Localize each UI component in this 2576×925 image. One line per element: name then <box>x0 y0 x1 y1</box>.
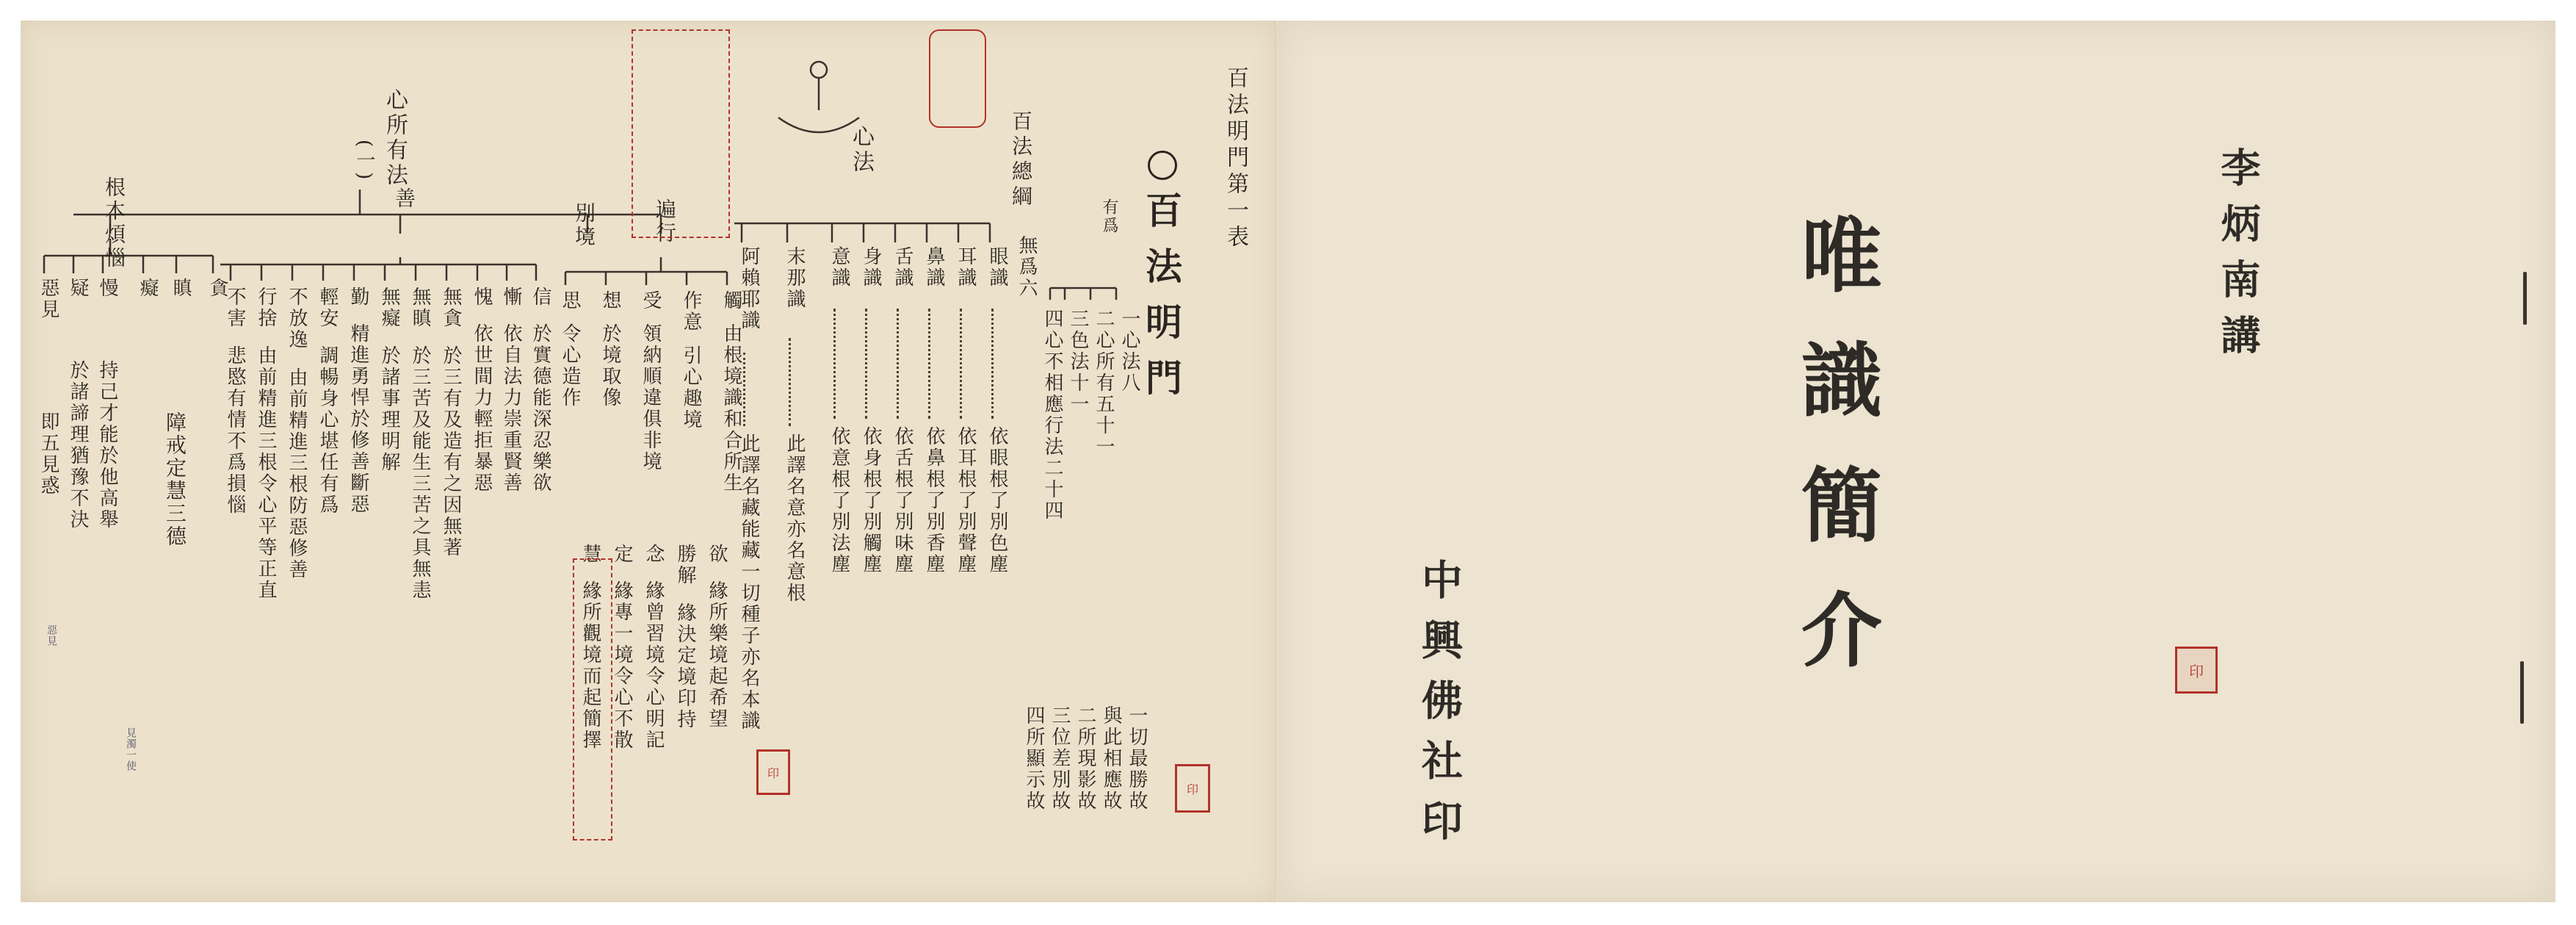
consciousness-name: 舌識 <box>891 246 913 289</box>
category-label: 四心不相應行法二十四 <box>1041 309 1063 522</box>
leader-dots <box>789 338 791 426</box>
mind-dharmas-heading: 心法 <box>848 125 874 175</box>
factor-name: 作意 <box>680 290 702 333</box>
root-afflictions-heading: 根本煩惱 <box>102 176 126 270</box>
factor-def: 由前精進三根防惡修善 <box>286 367 308 580</box>
factor-def: 悲愍有情不爲損惱 <box>224 345 246 516</box>
mental-factors-heading: 心所有法 <box>382 88 408 188</box>
chart-subtitle: 百法總綱 <box>1009 110 1033 210</box>
leader-dots <box>960 309 962 419</box>
red-seal-stamp: 印 <box>1175 764 1210 813</box>
affliction-name: 慢 <box>96 278 118 299</box>
factor-name: 定 <box>611 544 633 565</box>
category-note: 二所現影故 <box>1074 705 1096 812</box>
factor-name: 慚 <box>500 287 522 308</box>
affliction-def: 即五見惑 <box>37 411 59 497</box>
factor-def: 於諸事理明解 <box>378 345 400 473</box>
factor-name: 念 <box>643 544 665 565</box>
leader-dots <box>991 309 994 419</box>
margin-note: 惡見 <box>46 625 57 647</box>
consciousness-def: 依眼根了別色塵 <box>986 426 1008 575</box>
factor-def: 由前精進三根令心平等正直 <box>255 345 277 601</box>
factor-name: 無瞋 <box>409 287 431 329</box>
category-label: 一心法八 <box>1118 309 1140 394</box>
factor-def: 緣所樂境起希望 <box>706 580 728 730</box>
affliction-name: 惡見 <box>37 278 59 320</box>
factor-def: 領納順違俱非境 <box>640 323 662 472</box>
consciousness-name: 耳識 <box>955 246 977 289</box>
factor-def: 令心造作 <box>559 323 581 408</box>
factor-name: 愧 <box>471 287 493 308</box>
factor-name: 信 <box>529 287 551 308</box>
cover-author: 李炳南講 <box>2215 147 2262 370</box>
factor-name: 勤 <box>347 287 369 308</box>
affliction-name: 貪 <box>206 278 228 299</box>
factor-name: 不害 <box>224 287 246 329</box>
mental-factors-marker: (一) <box>353 140 375 183</box>
universal-heading: 遍行 <box>653 198 677 245</box>
factor-name: 無癡 <box>378 287 400 329</box>
factor-def: 緣決定境印持 <box>674 602 696 730</box>
cover-title: 唯識簡介 <box>1788 213 1883 713</box>
factor-name: 勝解 <box>674 544 696 586</box>
consciousness-def: 依意根了別法塵 <box>828 426 850 575</box>
margin-note: 見濁一使 <box>125 727 137 771</box>
category-note: 四所顯示故 <box>1023 705 1045 812</box>
chart-heading: 百法明門第一表 <box>1223 66 1248 251</box>
consciousness-def: 依舌根了別味塵 <box>891 426 913 575</box>
consciousness-name: 意識 <box>828 246 850 289</box>
consciousness-def: 依鼻根了別香塵 <box>923 426 945 575</box>
affliction-name: 疑 <box>67 278 89 299</box>
consciousness-def: 此譯名藏能藏一切種子亦名本識 <box>738 433 760 732</box>
factor-def: 依自法力崇重賢善 <box>500 323 522 494</box>
factor-def: 緣曾習境令心明記 <box>643 580 665 751</box>
affliction-def: 持己才能於他高舉 <box>96 360 118 530</box>
factor-name: 慧 <box>579 544 601 565</box>
afflictions-note: 障戒定慧三德 <box>163 411 187 548</box>
consciousness-def: 此譯名意亦名意根 <box>784 433 806 604</box>
consciousness-name: 末那識 <box>784 246 806 310</box>
bullet-circle-icon <box>1148 151 1177 180</box>
red-seal-stamp: 印 <box>756 749 790 795</box>
affliction-def: 於諸諦理猶豫不決 <box>67 360 89 530</box>
chart-main-title: 百法明門 <box>1140 191 1183 414</box>
category-label: 無爲六 <box>1016 235 1038 299</box>
group-label: 有爲 <box>1100 198 1118 235</box>
red-annotation-box <box>573 558 612 841</box>
factor-def: 於三有及造有之因無著 <box>440 345 462 558</box>
cover-seal-stamp: 印 <box>2175 647 2218 694</box>
consciousness-name: 眼識 <box>986 246 1008 289</box>
factor-name: 不放逸 <box>286 287 308 350</box>
wholesome-heading: 善 <box>392 187 416 211</box>
factor-name: 想 <box>599 290 621 312</box>
factor-def: 於境取像 <box>599 323 621 408</box>
red-annotation-box <box>929 29 986 128</box>
consciousness-name: 身識 <box>860 246 882 289</box>
category-label: 二心所有五十一 <box>1093 309 1115 458</box>
factor-name: 輕安 <box>316 287 339 329</box>
consciousness-def: 依身根了別觸塵 <box>860 426 882 575</box>
category-note: 三位差別故 <box>1049 705 1071 812</box>
category-note: 與此相應故 <box>1100 705 1122 812</box>
factor-name: 思 <box>559 290 581 312</box>
category-note: 一切最勝故 <box>1126 705 1148 812</box>
factor-def: 調暢身心堪任有爲 <box>316 345 339 516</box>
cover-publisher: 中興佛社印 <box>1415 558 1464 860</box>
affliction-name: 癡 <box>137 278 159 299</box>
consciousness-def: 依耳根了別聲塵 <box>955 426 977 575</box>
factor-def: 精進勇悍於修善斷惡 <box>347 323 369 515</box>
consciousness-name: 阿賴耶識 <box>738 246 760 331</box>
factor-def: 緣所觀境而起簡擇 <box>579 580 601 751</box>
factor-def: 緣專一境令心不散 <box>611 580 633 751</box>
factor-def: 於三苦及能生三苦之具無恚 <box>409 345 431 601</box>
factor-def: 引心趣境 <box>680 345 702 431</box>
leader-dots <box>897 309 899 419</box>
particular-heading: 別境 <box>572 202 596 249</box>
leader-dots <box>833 309 836 419</box>
factor-def: 於實德能深忍樂欲 <box>529 323 551 494</box>
category-label: 三色法十一 <box>1067 309 1089 415</box>
factor-name: 無貪 <box>440 287 462 329</box>
factor-name: 行捨 <box>255 287 277 329</box>
factor-name: 受 <box>640 290 662 312</box>
factor-name: 觸 <box>720 290 742 312</box>
leader-dots <box>928 309 930 419</box>
red-annotation-box <box>632 29 730 238</box>
factor-def: 由根境識和合所生 <box>720 323 742 494</box>
factor-name: 欲 <box>706 544 728 565</box>
factor-def: 依世間力輕拒暴惡 <box>471 323 493 494</box>
leader-dots <box>865 309 867 419</box>
consciousness-name: 鼻識 <box>923 246 945 289</box>
affliction-name: 瞋 <box>170 278 192 299</box>
